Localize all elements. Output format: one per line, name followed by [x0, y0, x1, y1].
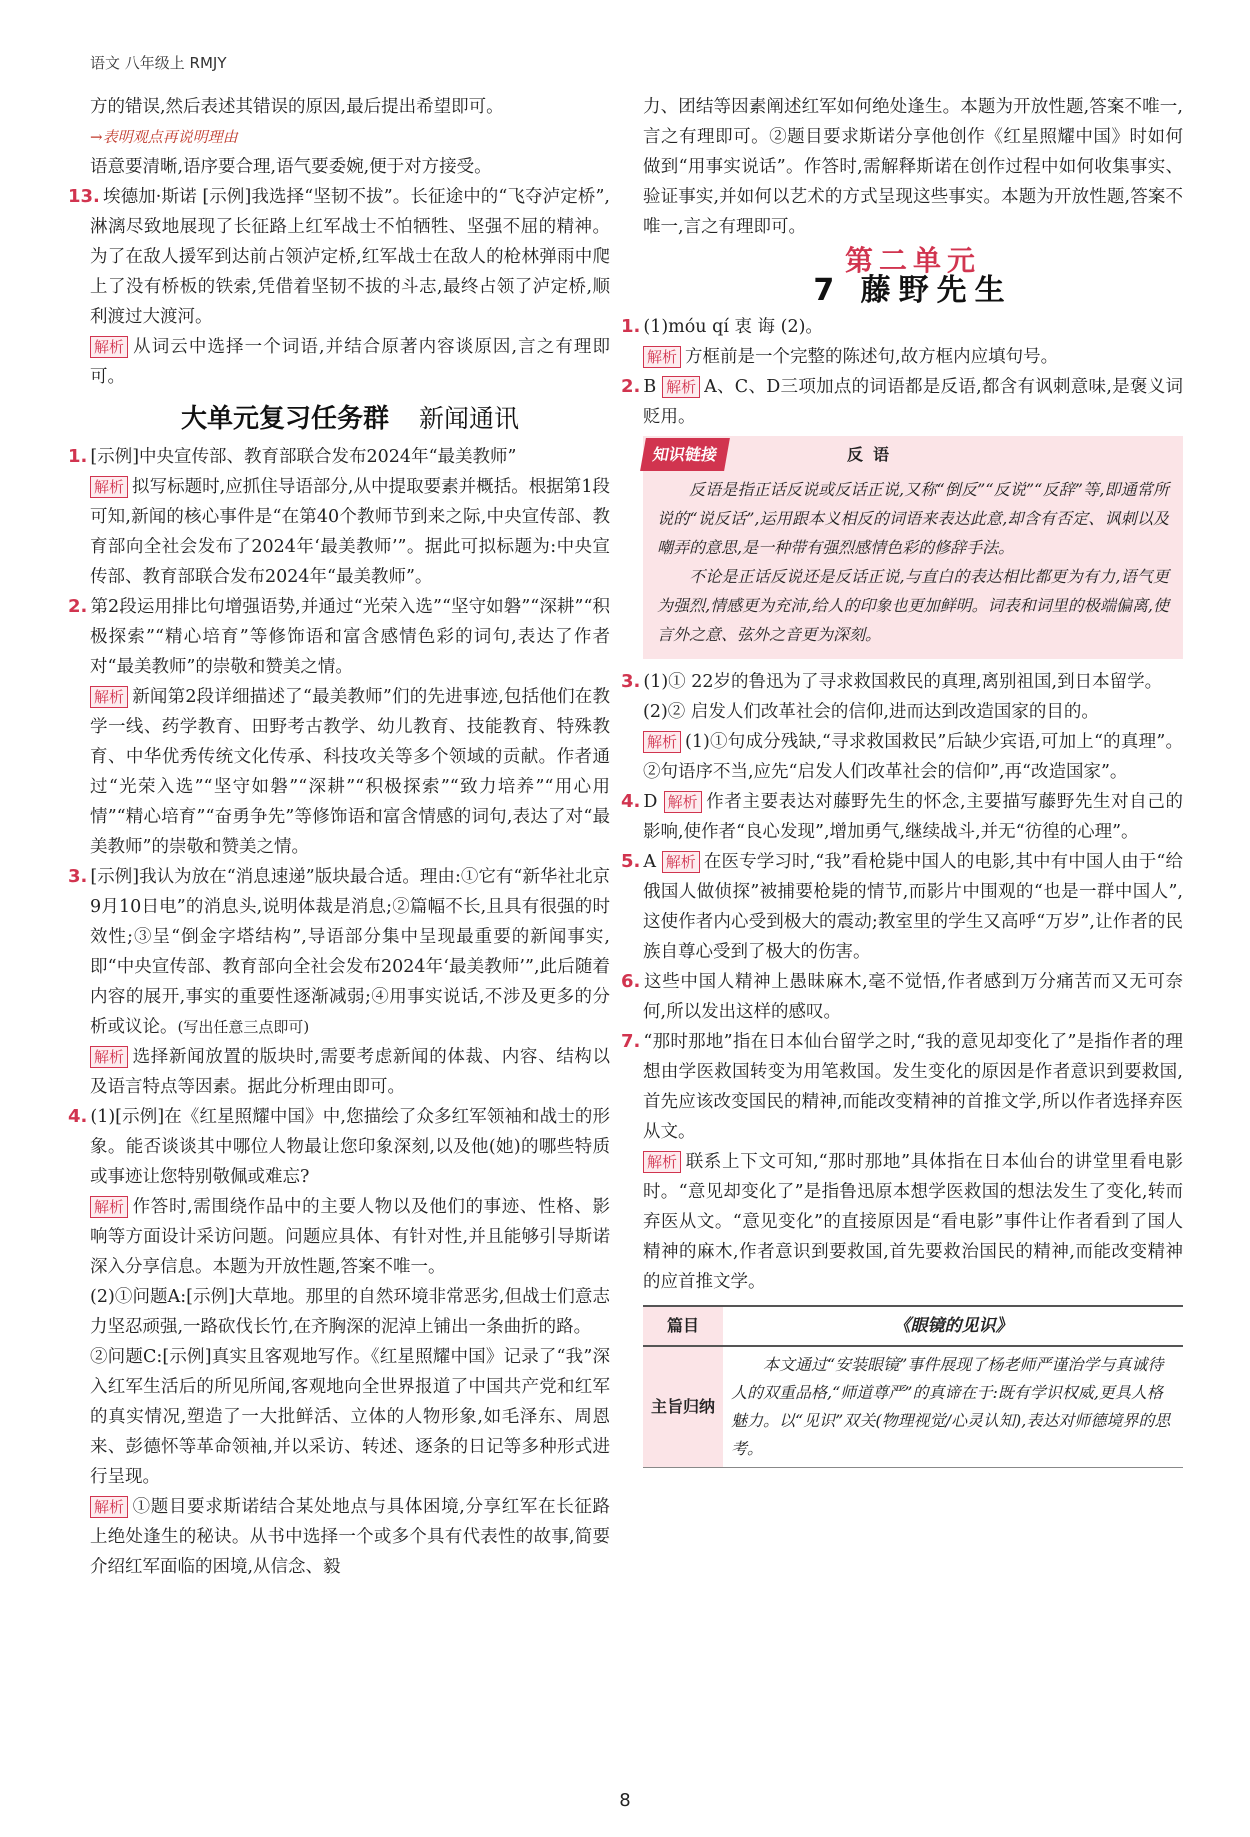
analysis-tag: 解析	[90, 686, 128, 708]
analysis-tag: 解析	[90, 1496, 128, 1518]
analysis-tag: 解析	[643, 731, 681, 753]
answer-number: 1.	[68, 446, 88, 467]
analysis-tag: 解析	[643, 1151, 681, 1173]
answer-text: (1)① 22岁的鲁迅为了寻求救国救民的真理,离别祖国,到日本留学。	[643, 672, 1163, 692]
answer-text: [示例]中央宣传部、教育部联合发布2024年“最美教师”	[90, 447, 517, 467]
summary-table	[643, 1305, 1183, 1468]
answer-number: 7.	[621, 1031, 641, 1052]
analysis-tag: 解析	[90, 476, 128, 498]
answer-text: A	[643, 852, 657, 872]
answer-4-3: ②问题C:[示例]真实且客观地写作。《红星照耀中国》记录了“我”深入红军生活后的所见所闻,客观地向全世界报道了中国共产党和红军的真实情况,塑造了一大批鲜活、立体的人物形象,如毛泽东、周恩来、彭德怀等革命领袖,并以采访、转述、逐条的日记等多种形式进行呈现。	[90, 1347, 610, 1487]
answer-text: (1)[示例]在《红星照耀中国》中,您描绘了众多红军领袖和战士的形象。能否谈谈其中哪位人物最让您印象深刻,以及他(她)的哪些特质或事迹让您特别敬佩或难忘?	[90, 1107, 610, 1187]
knowledge-header	[643, 438, 1169, 471]
answer-3	[621, 667, 1183, 697]
answer-text: 这些中国人精神上愚昧麻木,毫不觉悟,作者感到万分痛苦而又无可奈何,所以发出这样的感叹。	[643, 972, 1183, 1022]
analysis-4-1	[90, 1192, 610, 1282]
analysis-tag: 解析	[662, 851, 700, 873]
analysis-13	[90, 332, 610, 392]
page-header: 语文 八年级上 RMJY	[90, 54, 227, 72]
analysis-text: 从词云中选择一个词语,并结合原著内容谈原因,言之有理即可。	[90, 337, 610, 387]
analysis-tag: 解析	[662, 376, 700, 398]
analysis-text: 作者主要表达对藤野先生的怀念,主要描写藤野先生对自己的影响,使作者“良心发现”,增加勇气,继续战斗,并无“彷徨的心理”。	[643, 792, 1183, 842]
answer-text: [示例]我认为放在“消息速递”版块最合适。理由:①它有“新华社北京9月10日电”的消息头,说明体裁是消息;②篇幅不长,且具有很强的时效性;③呈“倒金字塔结构”,导语部分集中呈现最重要的新闻事实,即“中央宣传部、教育部向全社会发布2024年‘最美教师’”,此后随着内容的展开,事实的重要性逐渐减弱;④用事实说话,不涉及更多的分析或议论。	[90, 867, 610, 1037]
analysis-1	[90, 472, 610, 592]
unit-title: 第二单元	[844, 244, 981, 277]
answer-number: 13.	[68, 186, 100, 207]
answer-text: “那时那地”指在日本仙台留学之时,“我的意见却变化了”是指作者的理想由学医救国转变为用笔救国。发生变化的原因是作者意识到要救国,首先应该改变国民的精神,而能改变精神的首推文学,所以作者选择弃医从文。	[643, 1032, 1183, 1142]
intro-line: 语意要清晰,语序要合理,语气要委婉,便于对方接受。	[90, 157, 492, 177]
analysis-3	[643, 727, 1183, 787]
right-column	[621, 92, 1183, 1468]
summary-label: 主旨归纳	[643, 1346, 723, 1468]
analysis-text: 选择新闻放置的版块时,需要考虑新闻的体裁、内容、结构以及语言特点等因素。据此分析理由即可。	[90, 1047, 610, 1097]
analysis-text: 新闻第2段详细描述了“最美教师”们的先进事迹,包括他们在教学一线、药学教育、田野考古教学、幼儿教育、技能教育、特殊教育、中华优秀传统文化传承、科技攻关等多个领域的贡献。作者通过“光荣入选”“坚守如磐”“深耕”“积极探索”“致力培养”“用心用情”“精心培育”“奋勇争先”等修饰语和富含情感的词句,表达了对“最美教师”的崇敬和赞美之情。	[90, 687, 610, 857]
answer-number: 3.	[621, 671, 641, 692]
continued-text: 力、团结等因素阐述红军如何绝处逢生。本题为开放性题,答案不唯一,言之有理即可。②题目要求斯诺分享他创作《红星照耀中国》时如何做到“用事实说话”。作答时,需解释斯诺在创作过程中如何收集事实、验证事实,并如何以艺术的方式呈现这些事实。本题为开放性题,答案不唯一,言之有理即可。	[643, 97, 1183, 237]
knowledge-paragraph: 反语是指正话反说或反话正说,又称“倒反”“反说”“反辞”等,即通常所说的“说反话”,运用跟本义相反的词语来表达此意,却含有否定、讽刺以及嘲弄的意思,是一种带有强烈感情色彩的修辞手法。	[657, 480, 1169, 557]
handwritten-note: →表明观点再说明理由	[90, 128, 238, 146]
lesson-title: 7 藤野先生	[813, 273, 1013, 308]
answer-1	[68, 442, 610, 472]
analysis-tag: 解析	[90, 336, 128, 358]
answer-1	[621, 312, 1183, 342]
summary-body: 本文通过“安装眼镜”事件展现了杨老师严谨治学与真诚待人的双重品格,“师道尊严”的真谛在于:既有学识权威,更具人格魅力。以“见识”双关(物理视觉/心灵认知),表达对师德境界的思考。	[723, 1346, 1183, 1468]
answer-4-2: (2)①问题A:[示例]大草地。那里的自然环境非常恶劣,但战士们意志力坚忍顽强,一路砍伐长竹,在齐胸深的泥淖上铺出一条曲折的路。	[90, 1287, 610, 1337]
analysis-1	[643, 342, 1183, 372]
analysis-2	[90, 682, 610, 862]
answer-number: 3.	[68, 866, 88, 887]
analysis-4-2	[90, 1492, 610, 1582]
analysis-text: ①题目要求斯诺结合某处地点与具体困境,分享红军在长征路上绝处逢生的秘诀。从书中选择一个或多个具有代表性的故事,简要介绍红军面临的困境,从信念、毅	[90, 1497, 610, 1577]
answer-4	[621, 787, 1183, 847]
analysis-text: 方框前是一个完整的陈述句,故方框内应填句号。	[685, 347, 1059, 367]
analysis-7	[643, 1147, 1183, 1297]
answer-3	[68, 862, 610, 1042]
analysis-tag: 解析	[664, 791, 702, 813]
answer-2	[68, 592, 610, 682]
analysis-tag: 解析	[90, 1196, 128, 1218]
intro-line: 方的错误,然后表述其错误的原因,最后提出希望即可。	[90, 97, 504, 117]
summary-row	[643, 1306, 1183, 1346]
answer-number: 2.	[68, 596, 88, 617]
knowledge-title: 反语	[847, 445, 900, 464]
answer-7	[621, 1027, 1183, 1147]
answer-text: 第2段运用排比句增强语势,并通过“光荣入选”“坚守如磐”“深耕”“积极探索”“精心培育”等修饰语和富含感情色彩的词句,表达了作者对“最美教师”的崇敬和赞美之情。	[90, 597, 610, 677]
analysis-text: (1)①句成分残缺,“寻求救国救民”后缺少宾语,可加上“的真理”。②句语序不当,应先“启发人们改革社会的信仰”,再“改造国家”。	[643, 732, 1183, 782]
section-title-main: 大单元复习任务群	[180, 404, 389, 434]
answer-3-2: (2)② 启发人们改革社会的信仰,进而达到改造国家的目的。	[643, 702, 1099, 722]
answer-text: (1)móu qí 衷 诲 (2)。	[643, 317, 823, 337]
answer-13	[68, 182, 610, 332]
answer-5	[621, 847, 1183, 967]
answer-2	[621, 372, 1183, 432]
page-number: 8	[619, 1790, 631, 1811]
knowledge-box	[643, 436, 1183, 659]
summary-title: 《眼镜的见识》	[723, 1306, 1183, 1346]
section-title-sub: 新闻通讯	[419, 404, 520, 433]
analysis-tag: 解析	[643, 346, 681, 368]
summary-row	[643, 1346, 1183, 1468]
analysis-3	[90, 1042, 610, 1102]
analysis-text: 拟写标题时,应抓住导语部分,从中提取要素并概括。根据第1段可知,新闻的核心事件是“在第40个教师节到来之际,中央宣传部、教育部向全社会发布了2024年‘最美教师’”。据此可拟标题为:中央宣传部、教育部联合发布2024年“最美教师”。	[90, 477, 610, 587]
analysis-text: A、C、D三项加点的词语都是反语,都含有讽刺意味,是褒义词贬用。	[643, 377, 1183, 427]
knowledge-badge: 知识链接	[640, 438, 730, 471]
summary-label: 篇目	[643, 1306, 723, 1346]
answer-note: (写出任意三点即可)	[177, 1018, 310, 1036]
answer-number: 4.	[68, 1106, 88, 1127]
analysis-text: 联系上下文可知,“那时那地”具体指在日本仙台的讲堂里看电影时。“意见却变化了”是指鲁迅原本想学医救国的想法发生了变化,转而弃医从文。“意见变化”的直接原因是“看电影”事件让作者看到了国人精神的麻木,作者意识到要救国,首先要救治国民的精神,而能改变精神的应首推文学。	[643, 1152, 1183, 1292]
answer-number: 1.	[621, 316, 641, 337]
answer-text: 埃德加·斯诺 [示例]我选择“坚韧不拔”。长征途中的“飞夺泸定桥”,淋漓尽致地展现了长征路上红军战士不怕牺牲、坚强不屈的精神。为了在敌人援军到达前占领泸定桥,红军战士在敌人的枪林弹雨中爬上了没有桥板的铁索,凭借着坚韧不拔的斗志,最终占领了泸定桥,顺利渡过大渡河。	[90, 187, 610, 327]
answer-4	[68, 1102, 610, 1192]
left-column	[68, 92, 610, 1582]
answer-text: D	[643, 792, 658, 812]
answer-text: B	[643, 377, 657, 397]
analysis-text: 在医专学习时,“我”看枪毙中国人的电影,其中有中国人由于“给俄国人做侦探”被捕要枪毙的情节,而影片中围观的“也是一群中国人”,这使作者内心受到极大的震动;教室里的学生又高呼“万岁”,让作者的民族自尊心受到了极大的伤害。	[643, 852, 1183, 962]
answer-number: 4.	[621, 791, 641, 812]
knowledge-paragraph: 不论是正话反说还是反话正说,与直白的表达相比都更为有力,语气更为强烈,情感更为充沛,给人的印象也更加鲜明。词表和词里的极端偏离,使言外之意、弦外之音更为深刻。	[657, 567, 1169, 644]
analysis-text: 作答时,需围绕作品中的主要人物以及他们的事迹、性格、影响等方面设计采访问题。问题应具体、有针对性,并且能够引导斯诺深入分享信息。本题为开放性题,答案不唯一。	[90, 1197, 610, 1277]
answer-6	[621, 967, 1183, 1027]
section-title	[90, 404, 610, 434]
answer-number: 6.	[621, 971, 641, 992]
answer-number: 5.	[621, 851, 641, 872]
analysis-tag: 解析	[90, 1046, 128, 1068]
answer-number: 2.	[621, 376, 641, 397]
